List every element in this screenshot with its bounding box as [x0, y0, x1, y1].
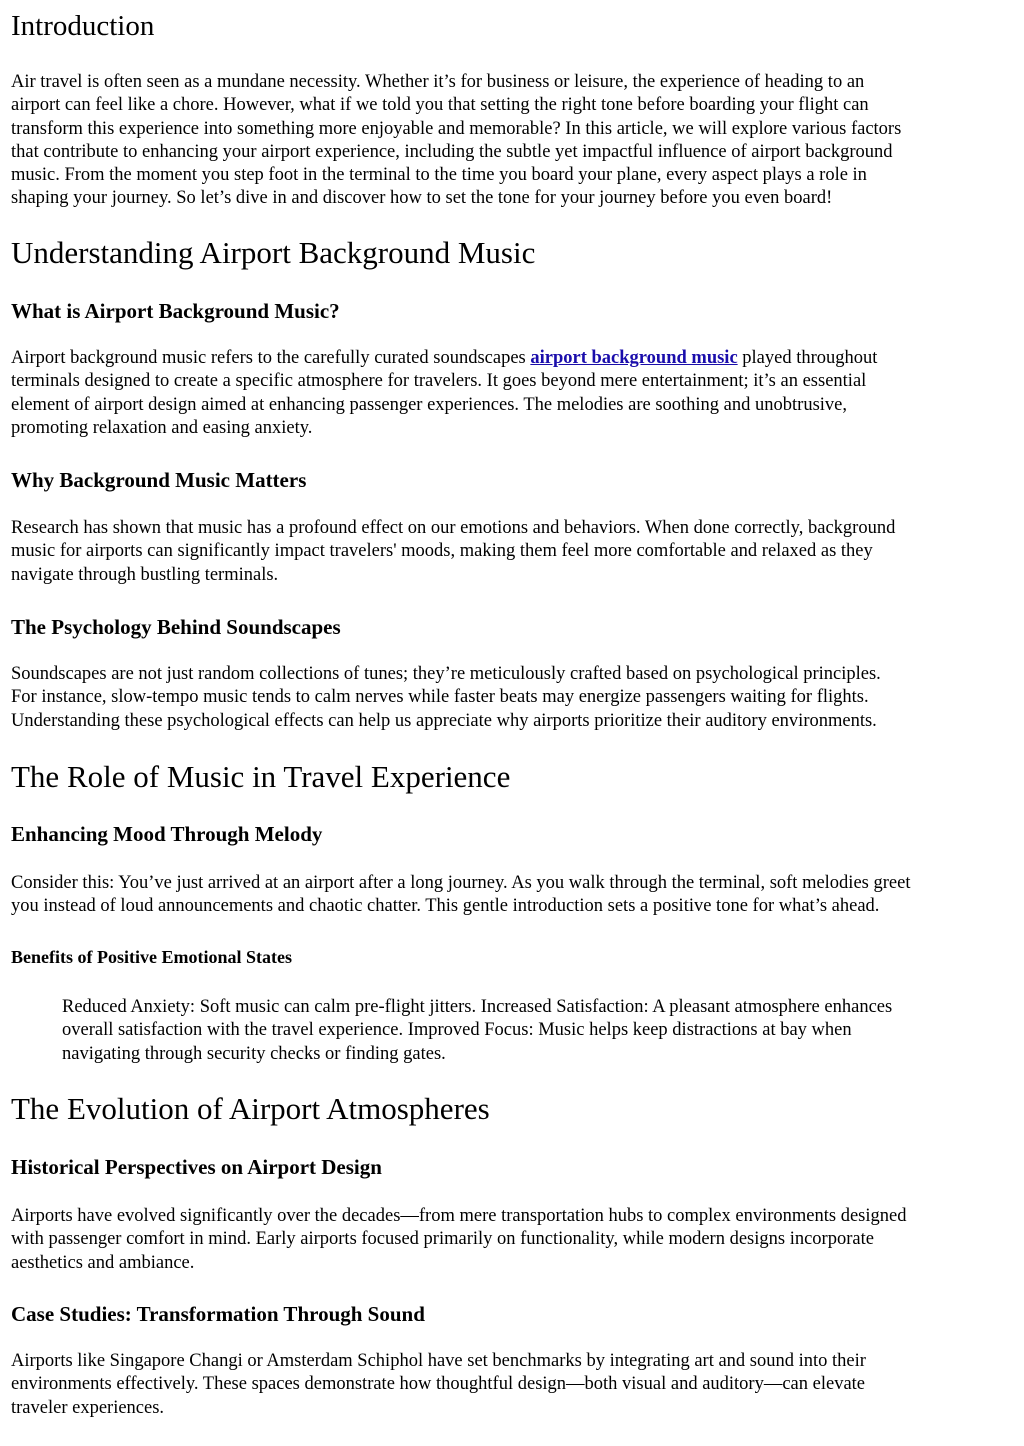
text-line: terminals designed to create a specific atmosphere for travelers. It goes beyond mere entertainment; it’s an essential [11, 371, 867, 392]
text-segment: Airport background music refers to the carefully curated soundscapes [11, 348, 531, 368]
heading-psychology-behind-soundscapes: The Psychology Behind Soundscapes [11, 615, 341, 639]
text-line: transform this experience into something more enjoyable and memorable? In this article, we will explore various factors [11, 118, 902, 139]
paragraph-what-is-airport-background-music [11, 347, 877, 440]
heading-case-studies-transformation-through-sound: Case Studies: Transformation Through Sound [11, 1302, 425, 1326]
text-line: music for airports can significantly impact travelers' moods, making them feel more comfortable and relaxed as they [11, 541, 873, 562]
heading-introduction: Introduction [11, 10, 155, 42]
text-line: Airports like Singapore Changi or Amsterdam Schiphol have set benchmarks by integrating art and sound into their [11, 1351, 866, 1371]
text-line: you instead of loud announcements and chaotic chatter. This gentle introduction sets a positive tone for what’s ahead. [11, 896, 880, 917]
text-line: For instance, slow-tempo music tends to calm nerves while faster beats may energize passengers waiting for flights. [11, 687, 869, 708]
text-line: Soundscapes are not just random collections of tunes; they’re meticulously crafted based on psychological principles. [11, 664, 881, 684]
text-line: that contribute to enhancing your airport experience, including the subtle yet impactful influence of airport background [11, 141, 893, 162]
paragraph-psychology-behind-soundscapes [11, 663, 881, 733]
text-line: aesthetics and ambiance. [11, 1252, 195, 1273]
heading-role-of-music-in-travel-experience: The Role of Music in Travel Experience [11, 759, 511, 794]
text-line: overall satisfaction with the travel experience. Improved Focus: Music helps keep distractions at bay when [62, 1020, 852, 1041]
heading-why-background-music-matters: Why Background Music Matters [11, 468, 307, 492]
text-line: navigating through security checks or finding gates. [62, 1043, 446, 1064]
text-line: shaping your journey. So let’s dive in and discover how to set the tone for your journey before you even board! [11, 188, 833, 209]
text-line: promoting relaxation and easing anxiety. [11, 417, 313, 438]
paragraph-historical-perspectives [11, 1205, 906, 1275]
text-line: navigate through bustling terminals. [11, 564, 279, 585]
text-line: Research has shown that music has a profound effect on our emotions and behaviors. When done correctly, background [11, 518, 896, 538]
blockquote-benefits [62, 996, 892, 1066]
heading-enhancing-mood-through-melody: Enhancing Mood Through Melody [11, 822, 323, 846]
text-line: with passenger comfort in mind. Early airports focused primarily on functionality, while modern designs incorporate [11, 1229, 874, 1250]
text-line: Understanding these psychological effects can help us appreciate why airports prioritize their auditory environments. [11, 710, 877, 731]
heading-benefits-of-positive-emotional-states: Benefits of Positive Emotional States [11, 947, 292, 967]
text-segment: played throughout [737, 348, 878, 368]
paragraph-why-background-music-matters [11, 517, 895, 587]
text-line: environments effectively. These spaces demonstrate how thoughtful design—both visual and auditory—can elevate [11, 1374, 866, 1395]
text-line: Reduced Anxiety: Soft music can calm pre-flight jitters. Increased Satisfaction: A pleasant atmosphere enhances [62, 997, 893, 1017]
airport-background-music-link[interactable]: airport background music [530, 348, 738, 368]
text-line: Air travel is often seen as a mundane necessity. Whether it’s for business or leisure, the experience of heading to an [11, 72, 865, 92]
text-line: Consider this: You’ve just arrived at an airport after a long journey. As you walk through the terminal, soft melodies greet [11, 873, 911, 893]
text-line: Airports have evolved significantly over the decades—from mere transportation hubs to complex environments designed [11, 1206, 907, 1226]
text-line: element of airport design aimed at enhancing passenger experiences. The melodies are soothing and unobtrusive, [11, 394, 847, 415]
text-line: airport can feel like a chore. However, what if we told you that setting the right tone before boarding your flight can [11, 95, 869, 116]
heading-evolution-of-airport-atmospheres: The Evolution of Airport Atmospheres [11, 1091, 490, 1126]
text-line: music. From the moment you step foot in the terminal to the time you board your plane, every aspect plays a role in [11, 165, 867, 186]
paragraph-enhancing-mood-through-melody [11, 872, 910, 919]
heading-historical-perspectives-on-airport-design: Historical Perspectives on Airport Design [11, 1155, 382, 1179]
paragraph-case-studies [11, 1350, 866, 1420]
text-line: traveler experiences. [11, 1397, 165, 1418]
heading-understanding-airport-background-music: Understanding Airport Background Music [11, 235, 536, 270]
heading-what-is-airport-background-music: What is Airport Background Music? [11, 299, 340, 323]
text-line [11, 347, 877, 370]
paragraph-introduction [11, 71, 901, 211]
